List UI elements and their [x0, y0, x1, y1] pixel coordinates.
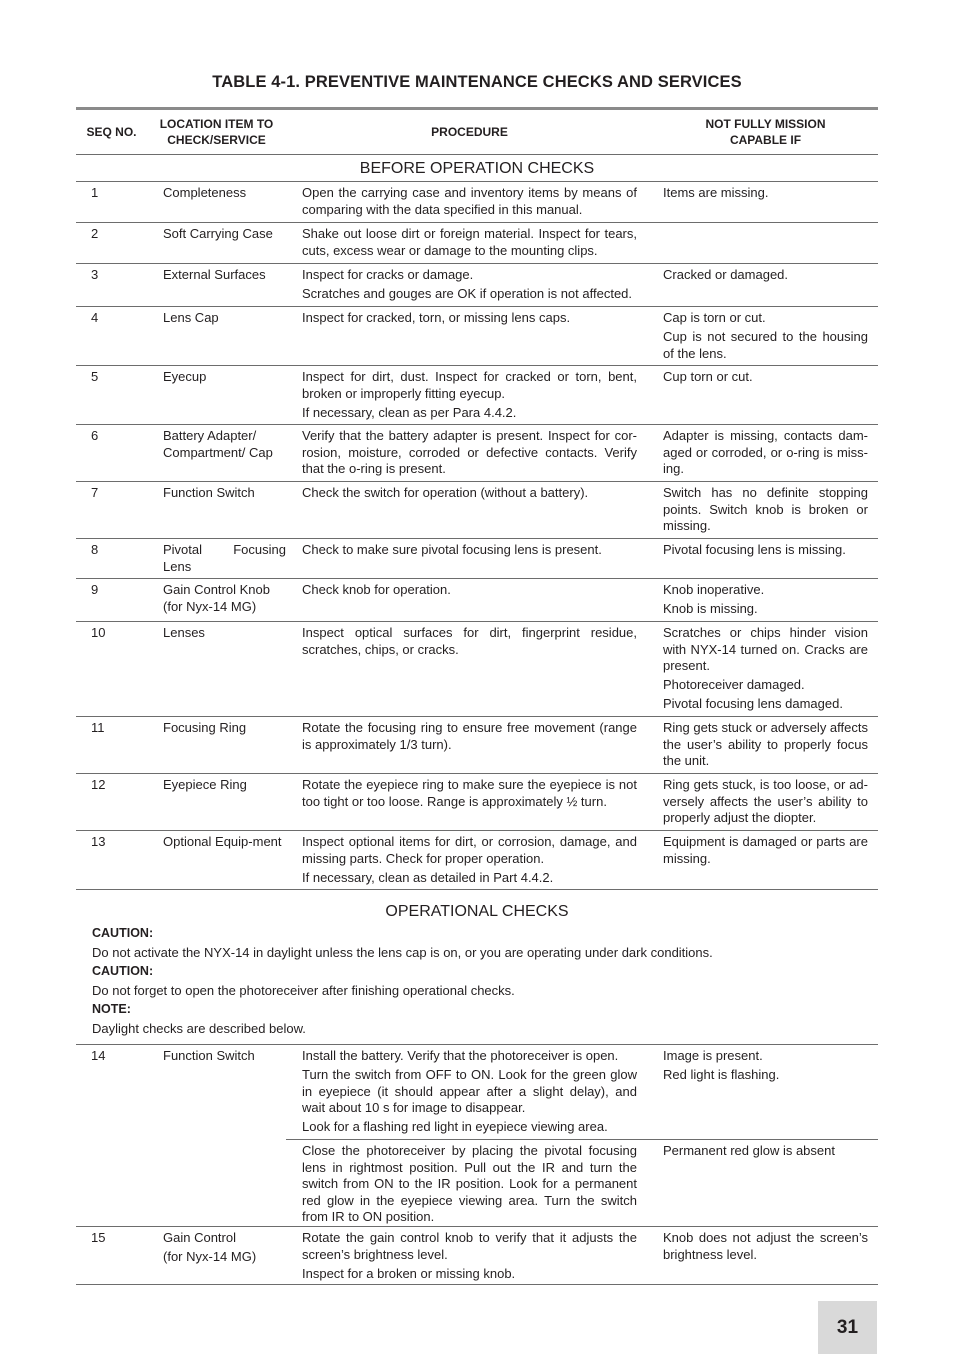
table-bottom-rule [76, 1284, 878, 1285]
nfmc-text: Equipment is damaged or parts are missing. [663, 834, 868, 866]
procedure-text: Turn the switch from OFF to ON. Look for the green glow in eyepiece (it should appear after a slight delay), and wait about 10 s for image to disappear. [302, 1067, 637, 1115]
note-text: Do not forget to open the photoreceiver after finishing operational checks. [92, 983, 515, 998]
seq-number: 2 [91, 226, 99, 241]
nfmc-text: Red light is flashing. [663, 1067, 780, 1082]
table-row [76, 223, 878, 263]
procedure-text: Verify that the battery adapter is present. Inspect for cor-rosion, moisture, corroded or defective contacts. Verify that the o-ring is present. [302, 428, 637, 476]
nfmc-cell [647, 774, 878, 830]
table-row [76, 717, 878, 773]
seq-number: 3 [91, 267, 99, 282]
procedure-text: If necessary, clean as detailed in Part 4.4.2. [302, 869, 554, 885]
table-row [76, 307, 878, 365]
procedure-text: Rotate the focusing ring to ensure free movement (range is approximately 1/3 turn). [302, 720, 637, 752]
page-number: 31 [818, 1301, 877, 1354]
nfmc-cell [647, 264, 878, 306]
procedure-text: Close the photoreceiver by placing the pivotal focusing lens in rightmost position. Pull out the IR and turn the switch from ON to the IR position. Look for a permanent red glow in the eyepiece viewing area. Turn the switch from IR to ON position. [302, 1143, 637, 1224]
nfmc-text: Ring gets stuck or adversely affects the user’s ability to properly focus the unit. [663, 720, 868, 768]
header-nfmc-line1: NOT FULLY MISSION [705, 117, 826, 131]
header-seq: SEQ NO. [86, 125, 137, 139]
procedure-text: Inspect for cracked, torn, or missing lens caps. [302, 310, 571, 325]
nfmc-text: Adapter is missing, contacts dam-aged or corroded, or o-ring is miss-ing. [663, 428, 868, 476]
procedure-cell [286, 223, 647, 263]
location-item: Focusing Ring [163, 720, 247, 735]
nfmc-cell [647, 831, 878, 889]
seq-number: 13 [91, 834, 106, 849]
procedure-cell [286, 307, 647, 365]
procedure-text: Install the battery. Verify that the photoreceiver is open. [302, 1048, 619, 1063]
nfmc-cell [647, 366, 878, 424]
procedure-cell [286, 539, 647, 578]
header-nfmc [647, 116, 878, 148]
table-row [76, 831, 878, 889]
seq-number: 12 [91, 777, 106, 792]
seq-number: 4 [91, 310, 99, 325]
seq-number: 11 [91, 720, 105, 735]
nfmc-text: Cup is not secured to the housing of the lens. [663, 329, 868, 361]
nfmc-text: Switch has no definite stopping points. Switch knob is broken or missing. [663, 485, 868, 533]
procedure-text: Inspect for cracks or damage. [302, 267, 474, 282]
nfmc-text: Knob does not adjust the screen’s brightness level. [663, 1230, 868, 1262]
nfmc-cell [647, 622, 878, 716]
procedure-text: Shake out loose dirt or foreign material. Inspect for tears, cuts, excess wear or damage to the mounting clips. [302, 226, 637, 258]
notes-block [76, 924, 878, 1038]
nfmc-text: Pivotal focusing lens damaged. [663, 696, 843, 711]
nfmc-text: Knob is missing. [663, 601, 758, 616]
function-switch-checks [286, 1045, 878, 1226]
table-title: TABLE 4-1. PREVENTIVE MAINTENANCE CHECKS AND SERVICES [212, 73, 742, 91]
nfmc-text: Scratches or chips hinder vision with NYX-14 turned on. Cracks are present. [663, 625, 868, 673]
procedure-text: If necessary, clean as per Para 4.4.2. [302, 404, 517, 420]
procedure-text: Inspect for dirt, dust. Inspect for cracked or torn, bent, broken or improperly fitting eyecup. [302, 369, 637, 401]
operational-rows [76, 1045, 878, 1285]
location-item: Function Switch [163, 1048, 255, 1063]
section-operational: OPERATIONAL CHECKS [385, 903, 569, 920]
table-row [76, 622, 878, 716]
table-row [76, 366, 878, 424]
procedure-text: Rotate the gain control knob to verify that it adjusts the screen’s brightness level. [302, 1230, 637, 1262]
nfmc-cell [647, 425, 878, 481]
nfmc-cell [647, 1045, 878, 1139]
row-rule [76, 889, 878, 890]
location-item: Eyepiece Ring [163, 777, 247, 792]
procedure-cell [286, 579, 647, 621]
location-item: External Surfaces [163, 267, 266, 282]
seq-number: 10 [91, 625, 106, 640]
nfmc-cell [647, 717, 878, 773]
procedure-text: Check knob for operation. [302, 582, 451, 597]
sub-row [286, 1045, 878, 1139]
nfmc-cell [647, 182, 878, 222]
nfmc-cell [647, 1227, 878, 1284]
pmcs-table [76, 107, 878, 1285]
location-item: Battery Adapter/ Compartment/ Cap [163, 428, 273, 460]
procedure-cell [286, 264, 647, 306]
procedure-cell [286, 1140, 647, 1227]
seq-number: 5 [91, 369, 99, 384]
note-label: NOTE: [92, 1002, 131, 1016]
location-item-line2: (for Nyx-14 MG) [163, 1249, 257, 1264]
procedure-text: Open the carrying case and inventory items by means of comparing with the data specified in this manual. [302, 185, 637, 217]
procedure-text: Inspect optical surfaces for dirt, fingerprint residue, scratches, chips, or cracks. [302, 625, 637, 657]
header-location-line1: LOCATION ITEM TO [159, 117, 274, 131]
location-item: Function Switch [163, 485, 255, 500]
procedure-text: Inspect for a broken or missing knob. [302, 1265, 516, 1281]
nfmc-cell [647, 307, 878, 365]
procedure-cell [286, 366, 647, 424]
procedure-cell [286, 482, 647, 538]
seq-number: 1 [91, 185, 99, 200]
procedure-cell [286, 1227, 647, 1284]
location-item: Gain Control Knob (for Nyx-14 MG) [163, 582, 270, 614]
table-row [76, 182, 878, 222]
seq-number: 7 [91, 485, 99, 500]
table-row [76, 1045, 878, 1226]
procedure-cell [286, 774, 647, 830]
table-row [76, 539, 878, 578]
location-item: Optional Equip-ment [163, 834, 282, 849]
nfmc-text: Cap is torn or cut. [663, 310, 766, 325]
location-item [147, 1227, 286, 1284]
nfmc-text: Knob inoperative. [663, 582, 765, 597]
header-location [147, 116, 286, 148]
procedure-text: Check the switch for operation (without a battery). [302, 485, 589, 500]
nfmc-text: Cup torn or cut. [663, 369, 753, 384]
table-row [76, 1227, 878, 1284]
table-row [76, 482, 878, 538]
nfmc-text: Photoreceiver damaged. [663, 677, 805, 692]
procedure-cell [286, 425, 647, 481]
location-item: Completeness [163, 185, 247, 200]
header-nfmc-line2: CAPABLE IF [729, 133, 802, 147]
location-item: Lenses [163, 625, 205, 640]
seq-number: 6 [91, 428, 99, 443]
procedure-cell [286, 622, 647, 716]
seq-number: 8 [91, 542, 99, 557]
location-item: Soft Carrying Case [163, 226, 273, 241]
nfmc-cell [647, 1140, 878, 1227]
section-before-operation: BEFORE OPERATION CHECKS [359, 160, 595, 177]
nfmc-cell [647, 539, 878, 578]
table-row [76, 774, 878, 830]
note-label: CAUTION: [92, 964, 154, 978]
seq-number: 14 [91, 1048, 106, 1063]
header-procedure: PROCEDURE [431, 125, 508, 139]
table-row [76, 425, 878, 481]
nfmc-cell [647, 223, 878, 263]
location-item-line1: Gain Control [163, 1230, 236, 1245]
table-header [76, 110, 878, 154]
nfmc-text: Permanent red glow is absent [663, 1143, 835, 1158]
note-label: CAUTION: [92, 926, 154, 940]
location-item: Lens Cap [163, 310, 219, 325]
table-row [76, 264, 878, 306]
procedure-cell [286, 717, 647, 773]
procedure-text: Rotate the eyepiece ring to make sure the eyepiece is not too tight or too loose. Range is approximately ½ turn. [302, 777, 637, 809]
note-text: Daylight checks are described below. [92, 1021, 306, 1036]
procedure-text: Inspect optional items for dirt, or corrosion, damage, and missing parts. Check for proper operation. [302, 834, 637, 866]
note-text: Do not activate the NYX-14 in daylight unless the lens cap is on, or you are operating under dark conditions. [92, 945, 713, 960]
nfmc-text: Image is present. [663, 1048, 763, 1063]
procedure-text: Scratches and gouges are OK if operation is not affected. [302, 286, 633, 301]
procedure-cell [286, 182, 647, 222]
nfmc-cell [647, 579, 878, 621]
nfmc-text: Cracked or damaged. [663, 267, 789, 282]
location-item: Eyecup [163, 369, 207, 384]
procedure-cell [286, 831, 647, 889]
before-operation-rows [76, 182, 878, 890]
sub-row [286, 1140, 878, 1227]
header-location-line2: CHECK/SERVICE [167, 133, 266, 147]
procedure-text: Check to make sure pivotal focusing lens is present. [302, 542, 602, 557]
procedure-cell [286, 1045, 647, 1139]
location-item: Pivotal Focusing Lens [163, 542, 286, 574]
seq-number: 9 [91, 582, 99, 597]
nfmc-text: Pivotal focusing lens is missing. [663, 542, 846, 557]
seq-number: 15 [91, 1230, 106, 1245]
nfmc-cell [647, 482, 878, 538]
nfmc-text: Items are missing. [663, 185, 769, 200]
procedure-text: Look for a flashing red light in eyepiece viewing area. [302, 1119, 608, 1134]
table-row [76, 579, 878, 621]
nfmc-text: Ring gets stuck, is too loose, or ad-versely affects the user’s ability to properly adjust the diopter. [663, 777, 868, 825]
